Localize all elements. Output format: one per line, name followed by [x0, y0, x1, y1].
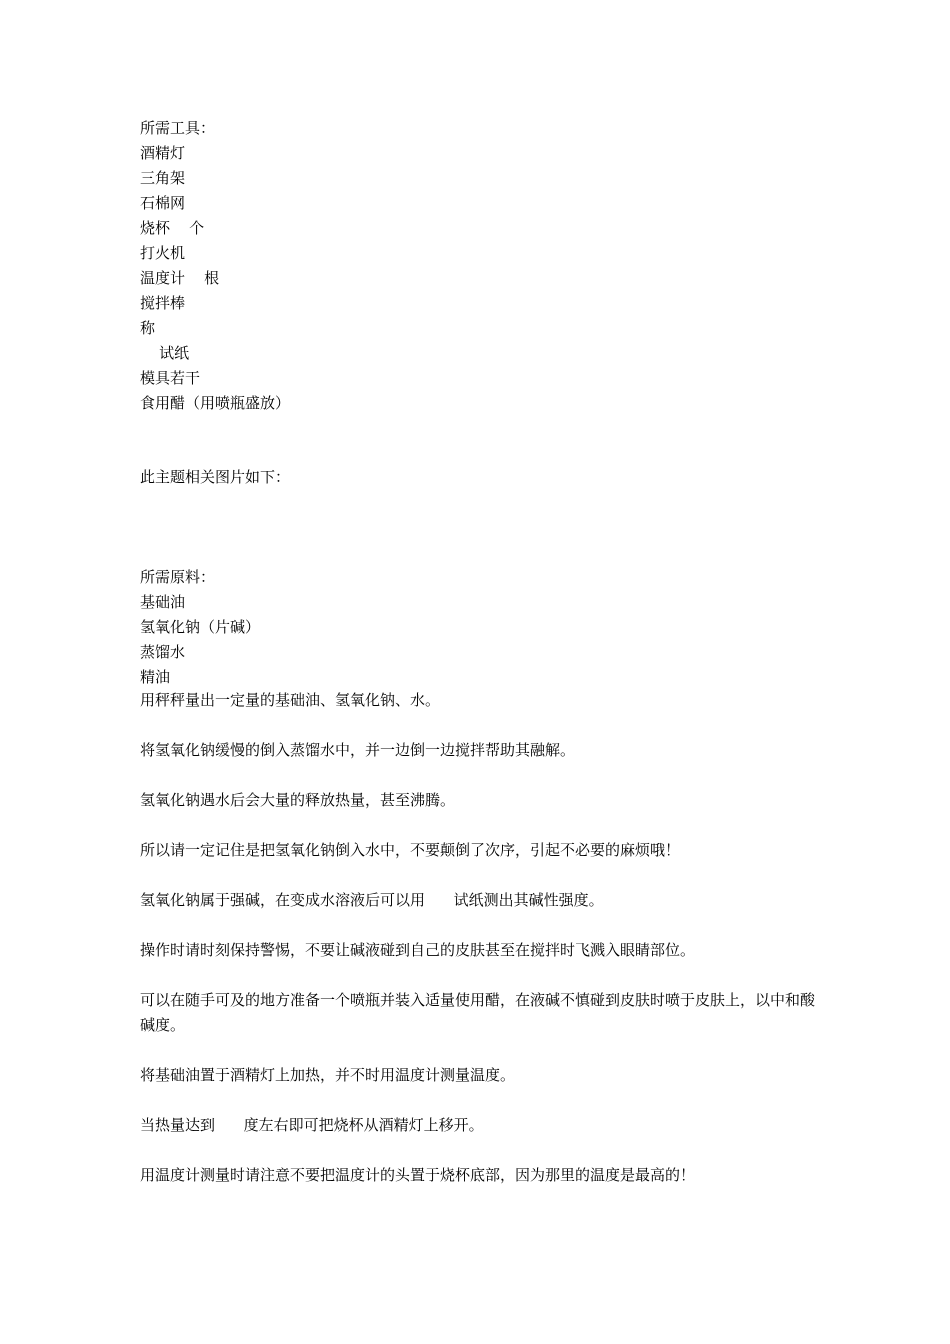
- material-item: 精油: [140, 668, 171, 686]
- step-paragraph: 可以在随手可及的地方准备一个喷瓶并装入适量使用醋，在液碱不慎碰到皮肤时喷于皮肤上，以中和酸碱度。: [140, 991, 816, 1034]
- tool-item: 打火机: [140, 244, 186, 262]
- tool-item: 搅拌棒: [140, 294, 186, 312]
- tool-item: 烧杯 个: [140, 219, 205, 237]
- tool-item: 酒精灯: [140, 144, 186, 162]
- material-item: 氢氧化钠（片碱）: [140, 618, 261, 636]
- tool-item: 模具若干: [140, 369, 201, 387]
- step-paragraph: 氢氧化钠属于强碱，在变成水溶液后可以用 试纸测出其碱性强度。: [140, 891, 604, 909]
- step-paragraph: 用秤秤量出一定量的基础油、氢氧化钠、水。: [140, 691, 441, 709]
- step-paragraph: 用温度计测量时请注意不要把温度计的头置于烧杯底部，因为那里的温度是最高的！: [140, 1166, 696, 1184]
- tool-item: 试纸: [140, 344, 190, 362]
- step-paragraph: 将氢氧化钠缓慢的倒入蒸馏水中，并一边倒一边搅拌帮助其融解。: [140, 741, 576, 759]
- tool-item: 称: [140, 319, 156, 337]
- tool-item: 食用醋（用喷瓶盛放）: [140, 394, 291, 412]
- step-paragraph: 当热量达到 度左右即可把烧杯从酒精灯上移开。: [140, 1116, 484, 1134]
- step-paragraph: 氢氧化钠遇水后会大量的释放热量，甚至沸腾。: [140, 791, 456, 809]
- materials-heading: 所需原料：: [140, 568, 216, 586]
- tool-item: 石棉网: [140, 194, 186, 212]
- step-paragraph: 操作时请时刻保持警惕，不要让碱液碰到自己的皮肤甚至在搅拌时飞溅入眼睛部位。: [140, 941, 696, 959]
- step-paragraph: 将基础油置于酒精灯上加热，并不时用温度计测量温度。: [140, 1066, 516, 1084]
- image-caption: 此主题相关图片如下：: [140, 468, 291, 486]
- tool-item: 三角架: [140, 169, 186, 187]
- tools-heading: 所需工具：: [140, 119, 216, 137]
- material-item: 基础油: [140, 593, 186, 611]
- tool-item: 温度计 根: [140, 269, 220, 287]
- material-item: 蒸馏水: [140, 643, 186, 661]
- step-paragraph: 所以请一定记住是把氢氧化钠倒入水中，不要颠倒了次序，引起不必要的麻烦哦！: [140, 841, 681, 859]
